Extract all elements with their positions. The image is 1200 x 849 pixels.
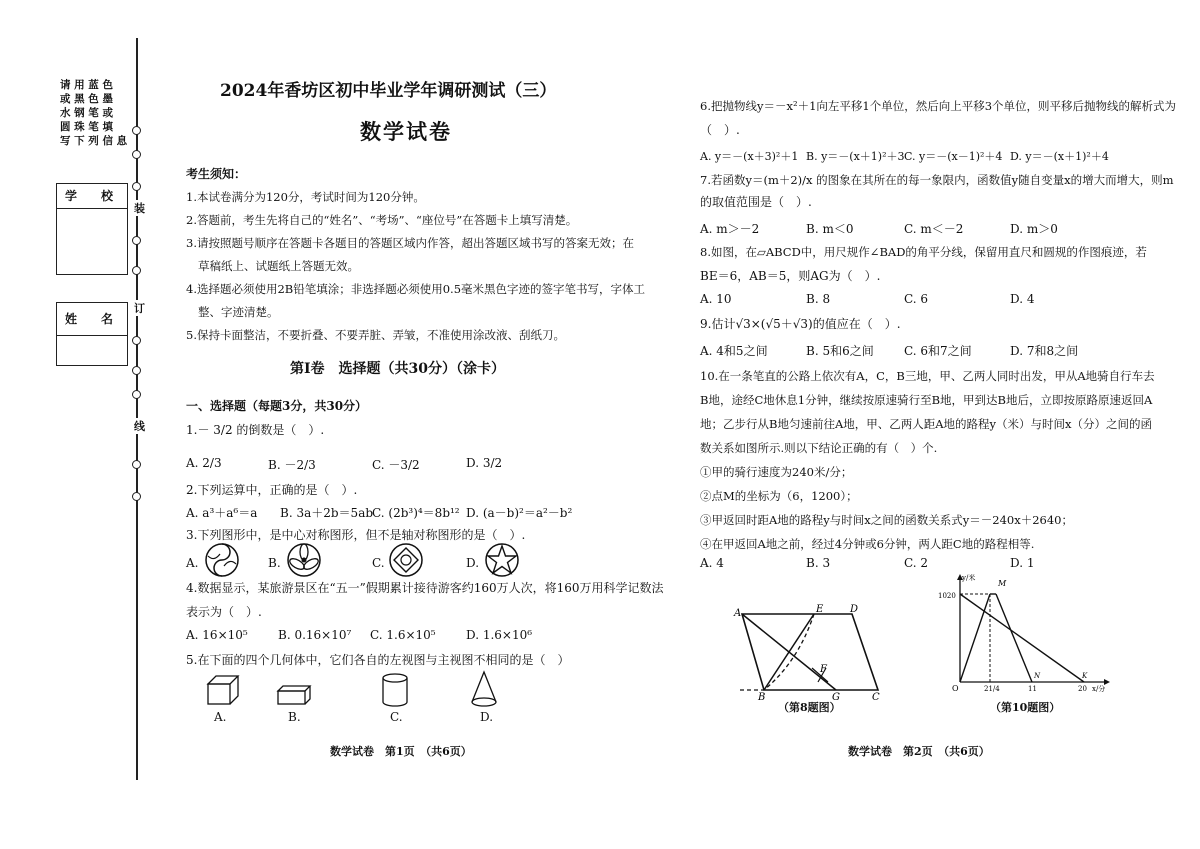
q6-stem-cont: （ ）. <box>700 123 740 137</box>
q8-option-a: A. 10 <box>700 292 732 306</box>
q8-option-d: D. 4 <box>1010 292 1035 306</box>
q8-option-b: B. 8 <box>806 292 831 306</box>
fig8-label-b: B <box>758 692 766 703</box>
q10-option-a: A. 4 <box>700 556 724 570</box>
q3-option-c: C. <box>372 556 385 570</box>
notice-item: 2.答题前，考生先将自己的“姓名”、“考场”、“座位号”在答题卡上填写清楚。 <box>186 213 578 227</box>
q10-statement: ①甲的骑行速度为240米/分； <box>700 465 853 479</box>
notice-item: 5.保持卡面整洁，不要折叠、不要弄脏、弄皱，不准使用涂改液、刮纸刀。 <box>186 328 565 342</box>
q10-statement: ④在甲返回A地之前，经过4分钟或6分钟，两人距C地的路程相等. <box>700 537 1035 551</box>
q8-stem-cont: BE＝6，AB＝5，则AG为（ ）. <box>700 269 881 283</box>
q6-option-a: A. y＝－(x＋3)²＋1 <box>700 150 799 163</box>
q9-option-b: B. 5和6之间 <box>806 344 874 358</box>
q3-option-a: A. <box>186 556 199 570</box>
q5-option-c: C. <box>390 710 403 724</box>
binding-hole <box>132 460 141 469</box>
notice-item: 1.本试卷满分为120分，考试时间为120分钟。 <box>186 190 425 204</box>
binding-hole <box>132 336 141 345</box>
q4-stem: 4.数据显示，某旅游景区在“五一”假期累计接待游客约160万人次，将160万用科学记数法 <box>186 581 664 595</box>
q7-option-d: D. m＞0 <box>1010 222 1058 236</box>
yin-yang-icon <box>204 542 240 578</box>
seal-char-ding: 订 <box>134 302 145 315</box>
name-box[interactable] <box>56 302 128 366</box>
notice-item: 3.请按照题号顺序在答题卡各题目的答题区域内作答，超出答题区域书写的答案无效；在 <box>186 236 634 250</box>
q4-stem-cont: 表示为（ ）. <box>186 605 262 619</box>
q6-option-b: B. y＝－(x＋1)²＋3 <box>806 150 905 163</box>
q10-line: 地；乙步行从B地匀速前往A地，甲、乙两人距A地的路程y（米）与时间x（分）之间的函 <box>700 417 1153 431</box>
q4-option-c: C. 1.6×10⁵ <box>370 628 436 642</box>
notice-item: 草稿纸上、试题纸上答题无效。 <box>198 259 359 273</box>
figure-8-parallelogram <box>728 602 888 702</box>
q1-stem: 1.－ 3/2 的倒数是（ ）. <box>186 423 325 437</box>
page-2-footer: 数学试卷 第2页 （共6页） <box>848 745 990 758</box>
binding-hole <box>132 182 141 191</box>
q7-option-c: C. m＜－2 <box>904 222 964 236</box>
q9-option-d: D. 7和8之间 <box>1010 344 1079 358</box>
fig10-tick-20: 20 <box>1078 685 1087 693</box>
page-1-footer: 数学试卷 第1页 （共6页） <box>330 745 472 758</box>
q1-option-c: C. －3/2 <box>372 458 420 472</box>
q10-statement: ②点M的坐标为（6，1200）； <box>700 489 858 503</box>
q9-option-c: C. 6和7之间 <box>904 344 972 358</box>
binding-hole <box>132 126 141 135</box>
q10-option-d: D. 1 <box>1010 556 1035 570</box>
q10-body <box>700 364 1155 556</box>
fig8-label-a: A <box>734 608 742 619</box>
q1-option-a: A. 2/3 <box>186 456 222 470</box>
seal-char-zhuang: 装 <box>134 202 145 215</box>
fig8-label-g: G <box>832 692 840 703</box>
q4-option-d: D. 1.6×10⁶ <box>466 628 533 642</box>
notice-list <box>186 186 645 347</box>
divider <box>57 335 127 336</box>
binding-hole <box>132 366 141 375</box>
binding-instructions <box>60 78 127 148</box>
q1-option-b: B. －2/3 <box>268 458 316 472</box>
part-title: 一、选择题（每题3分，共30分） <box>186 399 368 413</box>
fig8-label-c: C <box>872 692 880 703</box>
cylinder-icon <box>380 672 410 708</box>
exam-title: 2024年香坊区初中毕业学年调研测试（三） <box>220 81 557 101</box>
q7-option-a: A. m＞－2 <box>700 222 760 236</box>
fig10-origin: O <box>952 684 959 693</box>
q10-statement: ③甲返回时距A地的路程y与时间x之间的函数关系式y＝－240x＋2640； <box>700 513 1073 527</box>
q8-option-c: C. 6 <box>904 292 929 306</box>
q2-option-d: D. (a－b)²＝a²－b² <box>466 506 573 520</box>
fig8-label-e: E <box>816 604 824 615</box>
fig10-ylabel: y/米 <box>962 574 976 582</box>
instruction-line: 或 黑 色 墨 <box>60 93 113 105</box>
fig8-label-f: F <box>820 664 827 675</box>
fig10-label-m: M <box>998 579 1007 588</box>
instruction-line: 写 下 列 信 息 <box>60 135 128 147</box>
fig10-label-n: N <box>1034 672 1041 680</box>
q2-option-a: A. a³＋a⁶＝a <box>186 506 258 520</box>
binding-hole <box>132 266 141 275</box>
q8-stem: 8.如图，在▱ABCD中，用尺规作∠BAD的角平分线，保留用直尺和圆规的作图痕迹，若 <box>700 245 1147 259</box>
name-label: 姓 名 <box>65 312 114 326</box>
q3-option-d: D. <box>466 556 480 570</box>
q5-option-d: D. <box>480 710 494 724</box>
q9-option-a: A. 4和5之间 <box>700 344 768 358</box>
figure-10-graph <box>934 574 1109 694</box>
q3-stem: 3.下列图形中，是中心对称图形，但不是轴对称图形的是（ ）. <box>186 528 526 542</box>
instruction-line: 圆 珠 笔 填 <box>60 121 113 133</box>
cuboid-icon <box>276 684 312 706</box>
fig10-tick-11: 11 <box>1028 685 1037 693</box>
fig10-caption: （第10题图） <box>990 701 1061 714</box>
fig10-xlabel: x/分 <box>1092 685 1106 693</box>
fig8-label-d: D <box>850 604 859 615</box>
q5-option-a: A. <box>214 710 227 724</box>
q6-stem: 6.把抛物线y＝－x²＋1向左平移1个单位，然后向上平移3个单位，则平移后抛物线的解析式为 <box>700 99 1177 113</box>
q9-stem: 9.估计√3×(√5＋√3)的值应在（ ）. <box>700 317 901 331</box>
q7-stem-cont: 的取值范围是（ ）. <box>700 195 812 209</box>
binding-hole <box>132 492 141 501</box>
circle-star-icon <box>484 542 520 578</box>
q1-option-d: D. 3/2 <box>466 456 503 470</box>
q10-line: 数关系如图所示.则以下结论正确的有（ ）个. <box>700 441 938 455</box>
cube-icon <box>206 674 240 706</box>
q5-option-b: B. <box>288 710 301 724</box>
seal-char-xian: 线 <box>134 420 145 433</box>
binding-hole <box>132 236 141 245</box>
q4-option-b: B. 0.16×10⁷ <box>278 628 352 642</box>
q7-option-b: B. m＜0 <box>806 222 854 236</box>
q10-option-c: C. 2 <box>904 556 929 570</box>
three-petal-icon <box>286 542 322 578</box>
q5-stem: 5.在下面的四个几何体中，它们各自的左视图与主视图不相同的是（ ） <box>186 653 570 667</box>
q6-option-d: D. y＝－(x＋1)²＋4 <box>1010 150 1109 163</box>
cone-icon <box>470 670 498 708</box>
fig10-tick-1020: 1020 <box>938 592 956 600</box>
binding-hole <box>132 390 141 399</box>
section-title: 第Ⅰ卷 选择题（共30分）（涂卡） <box>290 361 506 377</box>
q10-line: 10.在一条笔直的公路上依次有A，C，B三地，甲、乙两人同时出发，甲从A地骑自行车去 <box>700 369 1155 383</box>
q10-option-b: B. 3 <box>806 556 831 570</box>
circle-diamond-icon <box>388 542 424 578</box>
binding-hole <box>132 150 141 159</box>
fig8-caption: （第8题图） <box>778 701 841 714</box>
exam-subtitle: 数学试卷 <box>360 119 452 144</box>
divider <box>57 208 127 209</box>
instruction-line: 请 用 蓝 色 <box>60 79 113 91</box>
notice-title: 考生须知： <box>186 167 247 181</box>
q3-option-b: B. <box>268 556 281 570</box>
instruction-line: 水 钢 笔 或 <box>60 107 113 119</box>
fig10-tick-21-4: 21/4 <box>984 685 1000 693</box>
school-label: 学 校 <box>65 189 114 203</box>
q2-option-b: B. 3a＋2b＝5ab <box>280 506 374 520</box>
q10-line: B地，途经C地休息1分钟，继续按原速骑行至B地，甲到达B地后，立即按原路原速返回A <box>700 393 1153 407</box>
q7-stem: 7.若函数y＝(m＋2)/x 的图象在其所在的每一象限内，函数值y随自变量x的增大而增大，则m <box>700 173 1174 187</box>
fig10-label-k: K <box>1082 672 1088 680</box>
q4-option-a: A. 16×10⁵ <box>186 628 248 642</box>
q2-option-c: C. (2b³)⁴＝8b¹² <box>372 506 460 520</box>
q2-stem: 2.下列运算中，正确的是（ ）. <box>186 483 358 497</box>
notice-item: 4.选择题必须使用2B铅笔填涂；非选择题必须使用0.5毫米黑色字迹的签字笔书写，字体工 <box>186 282 646 296</box>
school-box[interactable] <box>56 183 128 275</box>
q6-option-c: C. y＝－(x－1)²＋4 <box>904 150 1003 163</box>
notice-item: 整、字迹清楚。 <box>198 305 279 319</box>
